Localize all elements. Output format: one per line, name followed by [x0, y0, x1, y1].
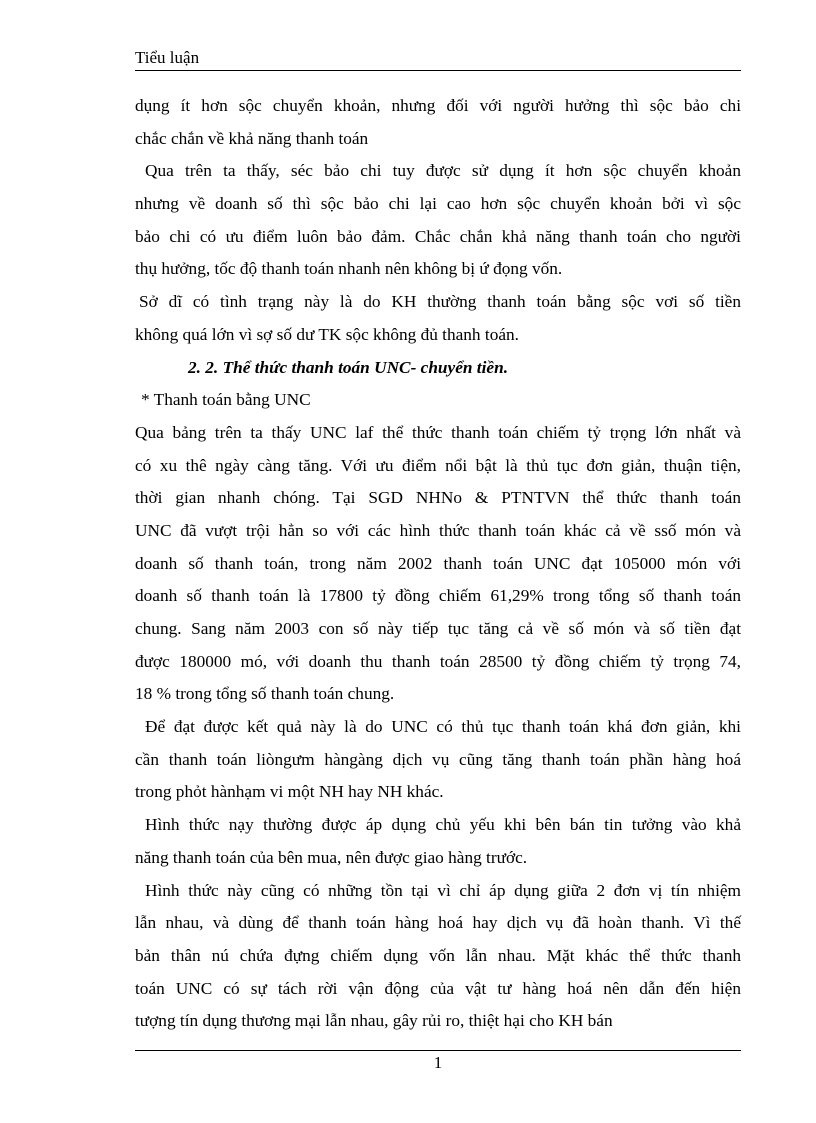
text-line: cần thanh toán liòngưm hàngàng dịch vụ cũng tăng thanh toán phần hàng hoá	[135, 749, 741, 769]
text-line: Hình thức này cũng có những tồn tại vì chỉ áp dụng giữa 2 đơn vị tín nhiệm	[145, 880, 741, 900]
text-line: chắc chắn về khả năng thanh toán	[135, 128, 369, 148]
text-line: thời gian nhanh chóng. Tại SGD NHNo & PTNTVN thể thức thanh toán	[135, 488, 741, 508]
text-line: Qua trên ta thấy, séc bảo chi tuy được sử dụng ít hơn sộc chuyển khoản	[145, 161, 741, 181]
text-line: thụ hưởng, tốc độ thanh toán nhanh nên không bị ứ đọng vốn.	[135, 259, 563, 279]
text-line: Qua bảng trên ta thấy UNC laf thể thức thanh toán chiếm tỷ trọng lớn nhất và	[135, 422, 741, 442]
section-heading: 2. 2. Thể thức thanh toán UNC- chuyển tiền.	[188, 357, 509, 377]
text-line: không quá lớn vì sợ số dư TK sộc không đủ thanh toán.	[135, 324, 519, 344]
text-line: có xu thê ngày càng tăng. Với ưu điểm nổi bật là thủ tục đơn giản, thuận tiện,	[135, 455, 741, 475]
text-line: được 180000 mó, với doanh thu thanh toán 28500 tỷ đồng chiếm tỷ trọng 74,	[135, 651, 741, 671]
page-number: 1	[433, 1053, 443, 1072]
document-body	[135, 90, 741, 1038]
text-line: năng thanh toán của bên mua, nên được giao hàng trước.	[135, 847, 528, 867]
text-line: Hình thức nạy thường được áp dụng chủ yếu khi bên bán tin tưởng vào khả	[145, 815, 741, 835]
header-divider	[135, 70, 741, 71]
text-line: bảo chi có ưu điểm luôn bảo đảm. Chắc chắn khả năng thanh toán cho người	[135, 226, 741, 246]
text-line: toán UNC có sự tách rời vận động của vật tư hàng hoá nên dẫn đến hiện	[135, 978, 741, 998]
text-line: doanh số thanh toán là 17800 tỷ đồng chiếm 61,29% trong tổng số thanh toán	[135, 586, 741, 606]
page-header-title: Tiểu luận	[135, 48, 200, 67]
text-line: Để đạt được kết quả này là do UNC có thủ tục thanh toán khá đơn giản, khi	[145, 717, 741, 737]
text-line: trong phỏt hànhạm vi một NH hay NH khác.	[135, 782, 444, 802]
text-line: 18 % trong tổng số thanh toán chung.	[135, 684, 395, 704]
text-line: Sở dĩ có tình trạng này là do KH thường thanh toán bằng sộc vơi số tiền	[139, 292, 741, 312]
text-line: nhưng về doanh số thì sộc bảo chi lại cao hơn sộc chuyển khoản bởi vì sộc	[135, 194, 741, 214]
subsection-label: * Thanh toán bằng UNC	[141, 390, 311, 410]
text-line: tượng tín dụng thương mại lẫn nhau, gây rủi ro, thiệt hại cho KH bán	[135, 1011, 613, 1031]
text-line: doanh số thanh toán, trong năm 2002 thanh toán UNC đạt 105000 món với	[135, 553, 741, 573]
text-line: UNC đã vượt trội hẳn so với các hình thức thanh toán khác cả về ssố món và	[135, 520, 741, 540]
text-line: dụng ít hơn sộc chuyển khoản, nhưng đối với người hưởng thì sộc bảo chi	[135, 96, 741, 115]
footer-divider	[135, 1050, 741, 1051]
text-line: chung. Sang năm 2003 con số này tiếp tục tăng cả về số món và số tiền đạt	[135, 619, 741, 638]
text-line: lẫn nhau, và dùng để thanh toán hàng hoá hay dịch vụ đã hoàn thanh. Vì thế	[135, 913, 741, 933]
text-line: bản thân nú chứa đựng chiếm dụng vốn lẫn nhau. Mặt khác thể thức thanh	[135, 945, 741, 965]
